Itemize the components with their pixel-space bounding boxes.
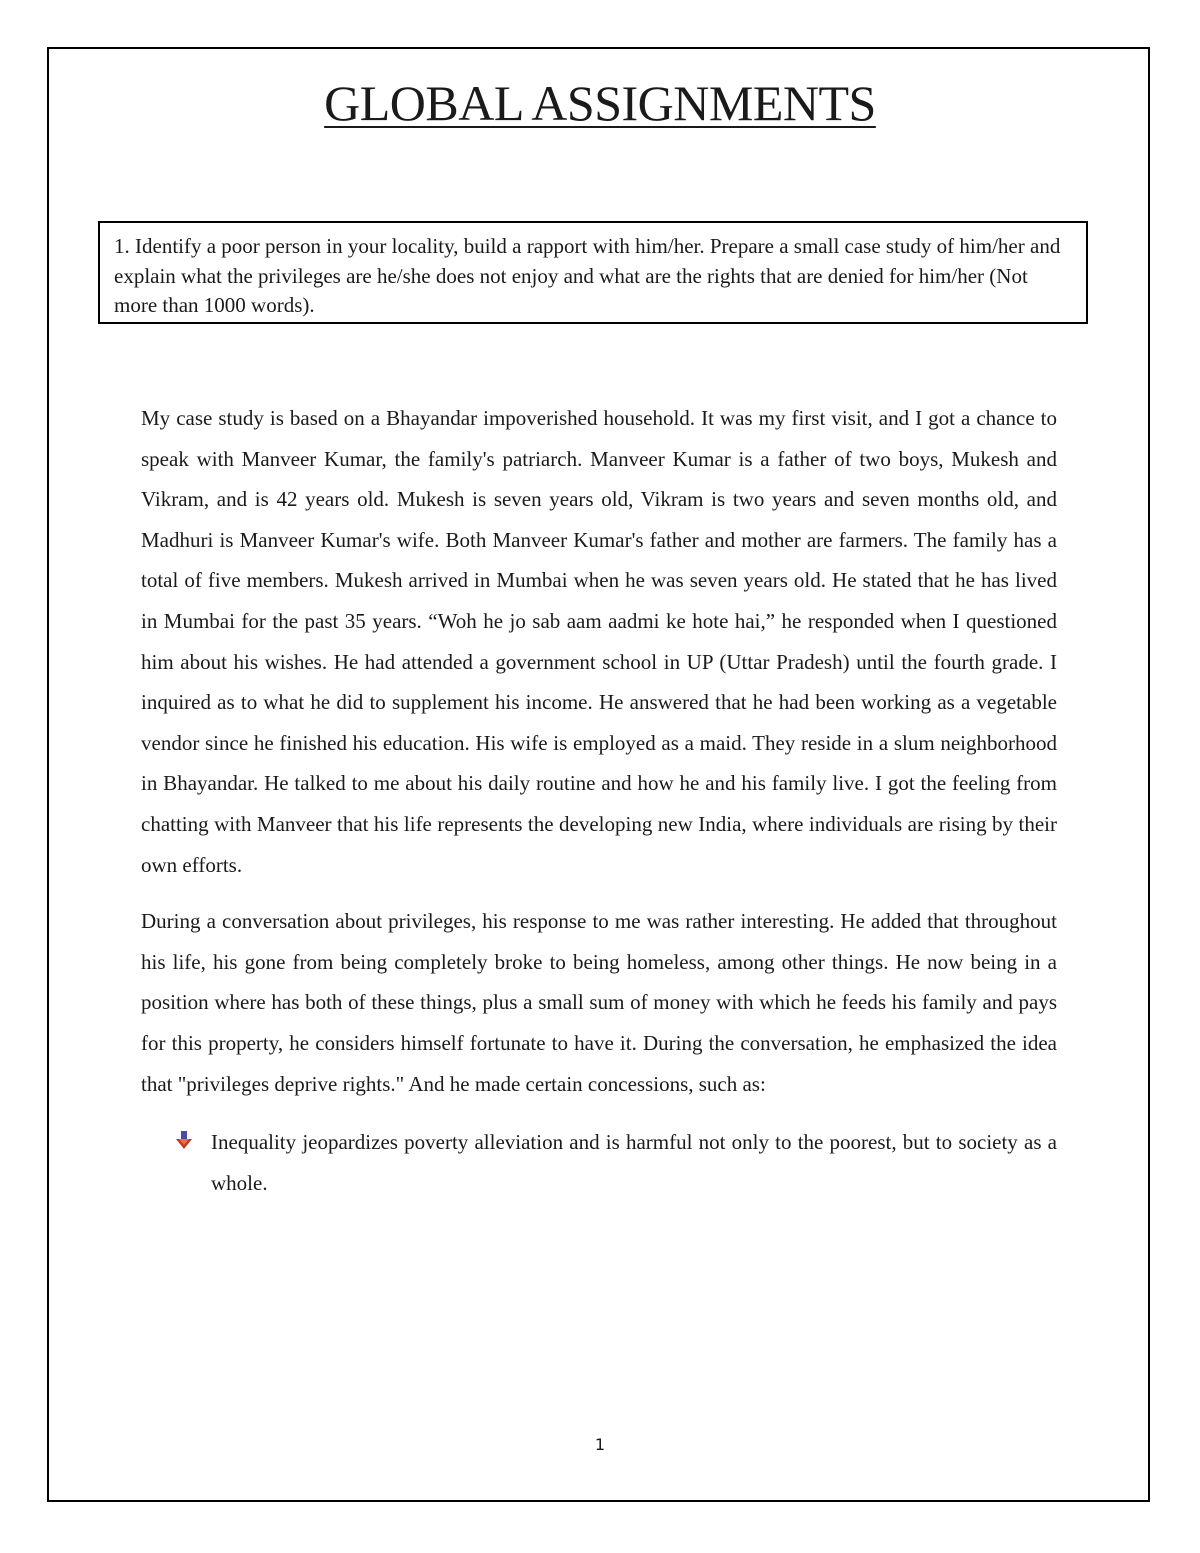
document-body: [141, 398, 1057, 1203]
down-arrow-bullet-icon: [175, 1130, 193, 1150]
bullet-text: Inequality jeopardizes poverty alleviation and is harmful not only to the poorest, but to society as a whole.: [211, 1130, 1057, 1195]
question-text: 1. Identify a poor person in your locality, build a rapport with him/her. Prepare a small case study of him/her and explain what the privileges are he/she does not enjoy and what are the rights that are denied for him/her (Not more than 1000 words).: [114, 234, 1061, 317]
page-number: 1: [594, 1435, 606, 1454]
list-item: [141, 1122, 1057, 1203]
paragraph-2: During a conversation about privileges, his response to me was rather interesting. He added that throughout his life, his gone from being completely broke to being homeless, among other things. He now being in a position where has both of these things, plus a small sum of money with which he feeds his family and pays for this property, he considers himself fortunate to have it. During the conversation, he emphasized the idea that "privileges deprive rights." And he made certain concessions, such as:: [141, 909, 1057, 1096]
paragraph-1: My case study is based on a Bhayandar impoverished household. It was my first visit, and I got a chance to speak with Manveer Kumar, the family's patriarch. Manveer Kumar is a father of two boys, Mukesh and Vikram, and is 42 years old. Mukesh is seven years old, Vikram is two years and seven months old, and Madhuri is Manveer Kumar's wife. Both Manveer Kumar's father and mother are farmers. The family has a total of five members. Mukesh arrived in Mumbai when he was seven years old. He stated that he has lived in Mumbai for the past 35 years. “Woh he jo sab aam aadmi ke hote hai,” he responded when I questioned him about his wishes. He had attended a government school in UP (Uttar Pradesh) until the fourth grade. I inquired as to what he did to supplement his income. He answered that he had been working as a vegetable vendor since he finished his education. His wife is employed as a maid. They reside in a slum neighborhood in Bhayandar. He talked to me about his daily routine and how he and his family live. I got the feeling from chatting with Manveer that his life represents the developing new India, where individuals are rising by their own efforts.: [141, 406, 1057, 877]
bullet-list: [141, 1122, 1057, 1203]
document-title: GLOBAL ASSIGNMENTS: [324, 75, 876, 131]
question-box: [98, 221, 1088, 324]
